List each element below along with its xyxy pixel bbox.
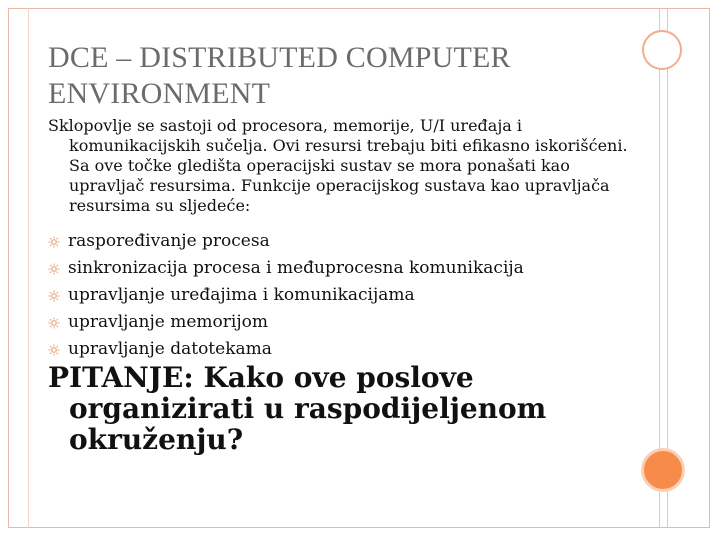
intro-paragraph: Sklopovlje se sastoji od procesora, memorije, U/I uređaja i komunikacijskih sučelja. Ovi resursi trebaju biti efikasno iskorišćeni. Sa ove točke gledišta operacijski sustav se mora ponašati kao upravljač resursima. Funkcije operacijskog sustava kao upravljača resursima su sljedeće: xyxy=(48,116,628,215)
top-circle-ornament xyxy=(642,30,682,70)
sun-bullet-icon xyxy=(48,263,60,275)
bullet-text: upravljanje datotekama xyxy=(68,339,272,359)
bullet-list xyxy=(48,228,648,363)
bullet-item xyxy=(48,255,648,282)
sun-bullet-icon xyxy=(48,236,60,248)
bullet-text: upravljanje uređajima i komunikacijama xyxy=(68,285,415,305)
bullet-text: raspoređivanje procesa xyxy=(68,231,270,251)
sun-bullet-icon xyxy=(48,290,60,302)
bullet-item xyxy=(48,336,648,363)
bullet-text: upravljanje memorijom xyxy=(68,312,268,332)
sun-bullet-icon xyxy=(48,317,60,329)
bullet-text: sinkronizacija procesa i međuprocesna komunikacija xyxy=(68,258,524,278)
slide-title: DCE – DISTRIBUTED COMPUTER ENVIRONMENT xyxy=(48,41,511,110)
left-rail-line xyxy=(28,8,29,528)
bullet-item xyxy=(48,309,648,336)
sun-bullet-icon xyxy=(48,344,60,356)
bullet-item xyxy=(48,228,648,255)
question-text: PITANJE: Kako ove poslove organizirati u raspodijeljenom okruženju? xyxy=(48,361,547,456)
bullet-item xyxy=(48,282,648,309)
